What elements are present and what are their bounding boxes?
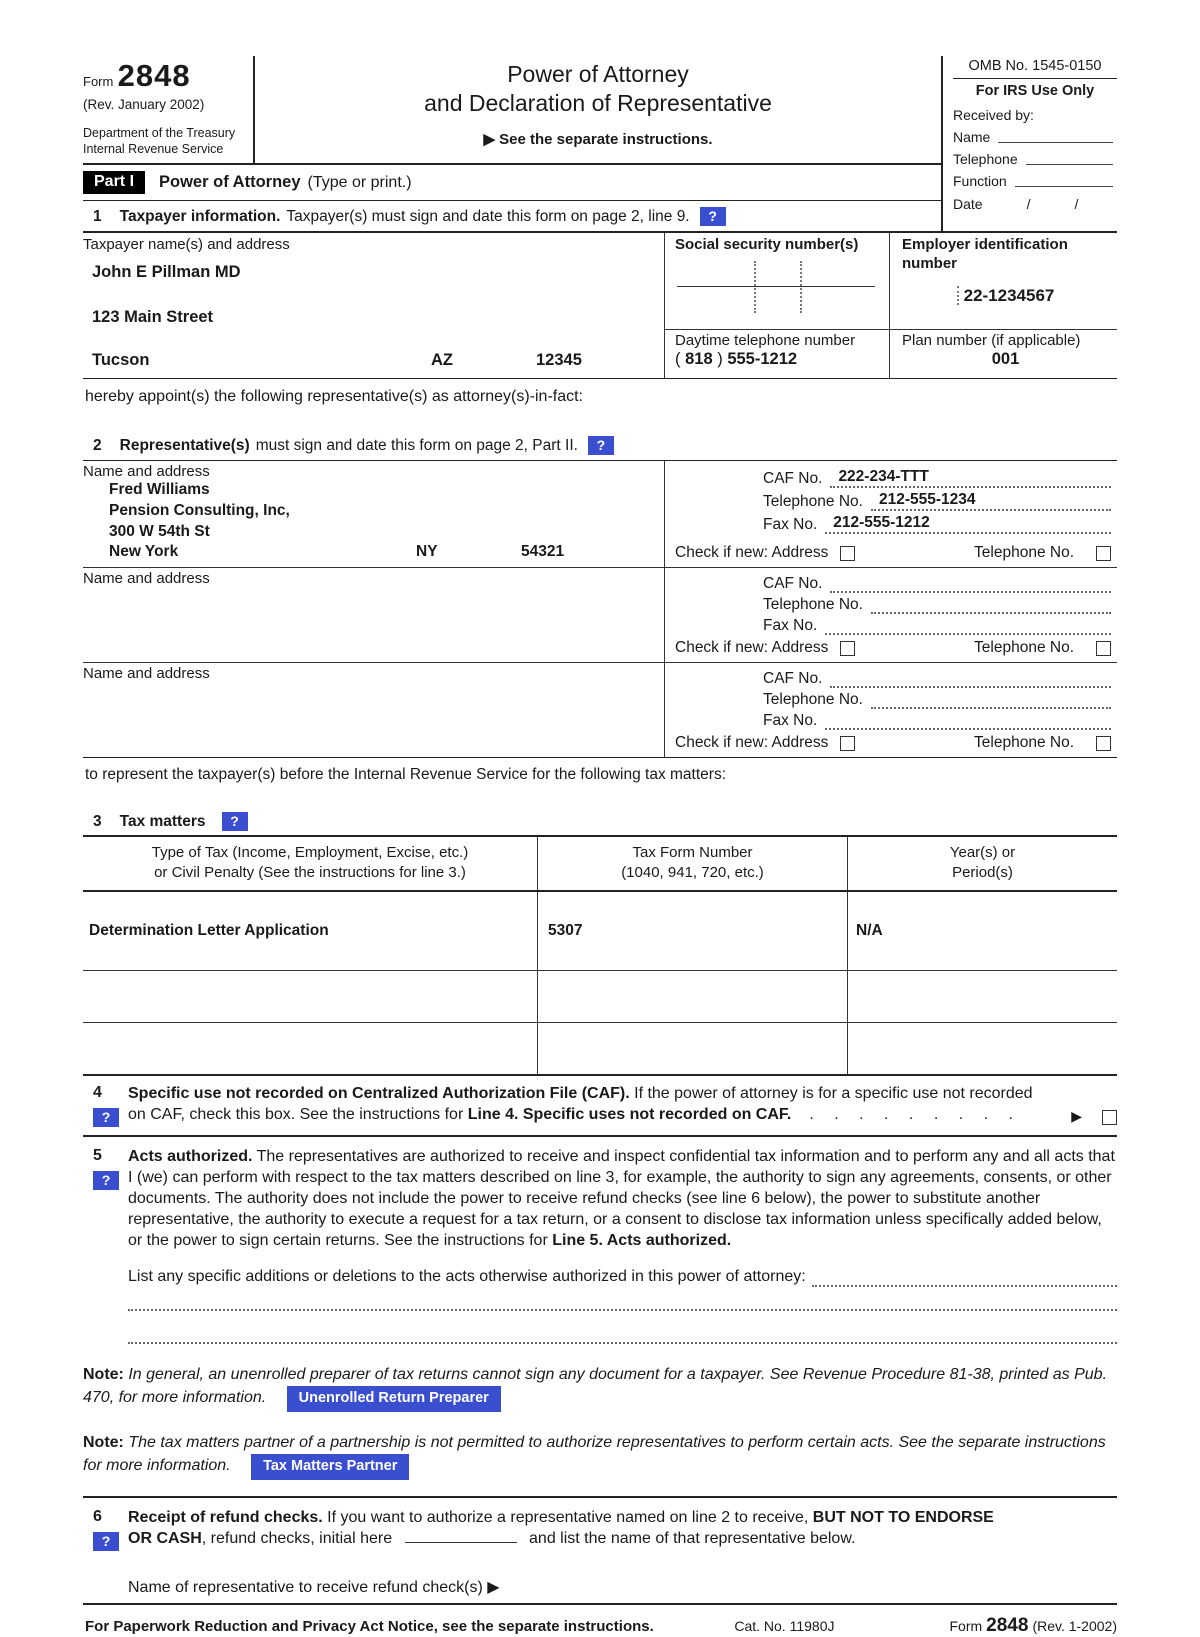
- rep2-name-address: [83, 568, 665, 662]
- line2-bold: Representative(s): [119, 436, 250, 454]
- rep3-check-row: [675, 730, 1111, 752]
- line5-text1: The representatives are authorized to receive and inspect confidential tax information and to perform any and all acts that I (we) can perform with respect to the tax matters described on line 3, for example, the authority to sign any agreements, consents, or other documents. The authority does not include the power to receive refund checks (see line 6 below), the power to substitute another representative, the authority to execute a request for a tax return, or a consent to disclose tax information unless specifically added below, or the power to sign certain returns. See the instructions for: [128, 1148, 1115, 1250]
- daytime-phone-label: Daytime telephone number: [675, 332, 856, 350]
- phone-area-code: 818: [685, 350, 713, 369]
- tax-row1-type: Determination Letter Application: [83, 892, 538, 970]
- rep3-caf-field[interactable]: [830, 670, 1111, 688]
- tax-header-type: [83, 837, 538, 890]
- taxpayer-label: Taxpayer name(s) and address: [83, 236, 290, 254]
- taxpayer-table: [83, 231, 1117, 379]
- note2-text: The tax matters partner of a partnership is not permitted to authorize representatives to perform certain acts. See the separate instructions for more information.: [83, 1433, 1106, 1475]
- unenrolled-return-preparer-button[interactable]: Unenrolled Return Preparer: [287, 1386, 501, 1412]
- rep2-contact: [665, 568, 1117, 662]
- initial-here-field[interactable]: [405, 1529, 517, 1543]
- rep2-new-address-checkbox[interactable]: [840, 641, 855, 656]
- line6-row2: [128, 1528, 1117, 1549]
- form-title-line2: and Declaration of Representative: [424, 89, 772, 116]
- rep3-contact: [665, 663, 1117, 757]
- part1-hint: (Type or print.): [307, 173, 412, 191]
- line4-arrow-icon: ▶: [1071, 1107, 1082, 1124]
- rep2-telephone-label: Telephone No.: [763, 596, 863, 614]
- rep3-telephone-field[interactable]: [871, 691, 1111, 709]
- line4-row1: [128, 1083, 1117, 1104]
- note1-label: Note:: [83, 1365, 124, 1383]
- tax-table-row-1: [83, 892, 1117, 970]
- line4-specific-use-checkbox[interactable]: [1102, 1110, 1117, 1125]
- irs-use-only-label: For IRS Use Only: [975, 83, 1095, 99]
- rep2-telephone2-label: Telephone No.: [974, 639, 1074, 657]
- rep3-name-address: [83, 663, 665, 757]
- line3-bold: Tax matters: [119, 812, 206, 830]
- header-row: [83, 56, 941, 165]
- line3-help-badge[interactable]: ?: [222, 812, 248, 831]
- plan-number-label: Plan number (if applicable): [902, 332, 1081, 350]
- rep1-telephone2-label: Telephone No.: [974, 544, 1074, 562]
- line6-bold2: BUT NOT TO ENDORSE: [812, 1509, 994, 1527]
- footer-form-label: Form: [949, 1618, 983, 1635]
- footer-form-id: [949, 1615, 1117, 1637]
- rep1-name-address-label: Name and address: [83, 463, 210, 481]
- rep1-fax-label: Fax No.: [763, 516, 818, 534]
- tax-row3-form[interactable]: [538, 1023, 848, 1074]
- line5-block: [83, 1137, 1117, 1287]
- rep1-fax-field[interactable]: 212-555-1212: [825, 514, 1111, 534]
- date-slash-2: /: [1074, 196, 1079, 212]
- rep1-name: Fred Williams: [109, 481, 210, 499]
- rep1-state: NY: [416, 543, 438, 561]
- note-tax-matters-partner: [83, 1431, 1117, 1480]
- rep1-caf-field[interactable]: 222-234-TTT: [830, 468, 1111, 488]
- plan-number-cell: [890, 330, 1117, 378]
- rep1-city-row: [83, 543, 656, 561]
- line5-content: [128, 1146, 1117, 1287]
- footer-form-number: 2848: [986, 1615, 1029, 1637]
- representative-block-3: [83, 662, 1117, 757]
- line5-paragraph: [128, 1146, 1117, 1252]
- ein-value: 22-1234567: [957, 286, 1055, 305]
- representative-block-2: [83, 567, 1117, 662]
- line4-block: [83, 1076, 1117, 1137]
- daytime-phone-value: [675, 350, 883, 369]
- ssn-label: Social security number(s): [675, 236, 859, 254]
- line1-bold: Taxpayer information.: [119, 207, 281, 225]
- line6-text2: , refund checks, initial here: [201, 1530, 393, 1548]
- line6-text1: If you want to authorize a representative named on line 2 to receive,: [327, 1509, 809, 1527]
- rep2-check-row: [675, 635, 1111, 657]
- rep1-fax-row: [675, 514, 1111, 534]
- top-left: [83, 56, 941, 231]
- line5-help-badge[interactable]: ?: [93, 1171, 119, 1190]
- received-function-row: [953, 173, 1117, 189]
- title-block: [255, 56, 941, 163]
- line3-number: 3: [93, 812, 102, 830]
- rep2-name-address-label: Name and address: [83, 570, 210, 588]
- footer-form-revision: (Rev. 1-2002): [1032, 1618, 1117, 1635]
- rep1-street: 300 W 54th St: [109, 523, 210, 541]
- received-by-label: Received by:: [953, 107, 1034, 123]
- line4-gutter: [83, 1083, 128, 1127]
- top-section: [83, 56, 1117, 231]
- received-name-row: [953, 129, 1117, 145]
- ssn-dotted-separator-2: [800, 261, 802, 313]
- rep3-caf-row: [675, 670, 1111, 688]
- form-number: 2848: [117, 58, 191, 93]
- line6-block: [83, 1496, 1117, 1551]
- rep2-telephone-field[interactable]: [871, 596, 1111, 614]
- tax-row3-type[interactable]: [83, 1023, 538, 1074]
- received-telephone-row: [953, 151, 1117, 167]
- line4-text1: If the power of attorney is for a specific use not recorded: [634, 1085, 1033, 1103]
- rep3-telephone2-label: Telephone No.: [974, 734, 1074, 752]
- rep1-caf-label: CAF No.: [763, 470, 823, 488]
- rep3-caf-label: CAF No.: [763, 670, 823, 688]
- line6-number: 6: [93, 1508, 102, 1526]
- rep1-new-telephone-checkbox[interactable]: [1096, 546, 1111, 561]
- line4-text2: on CAF, check this box. See the instructions for: [128, 1106, 464, 1124]
- line6-bold3: OR CASH: [128, 1530, 202, 1548]
- line4-bold2: Line 4. Specific uses not recorded on CAF.: [467, 1106, 792, 1124]
- rep2-caf-field[interactable]: [830, 575, 1111, 593]
- rep3-telephone-label: Telephone No.: [763, 691, 863, 709]
- line1-heading: [83, 201, 941, 231]
- line6-text3: and list the name of that representative below.: [529, 1530, 856, 1548]
- received-function-label: Function: [953, 173, 1007, 189]
- note1-text: In general, an unenrolled preparer of tax returns cannot sign any document for a taxpayer. See Revenue Procedure 81-38, printed as Pub. 470, for more information.: [83, 1365, 1108, 1406]
- paperwork-notice: For Paperwork Reduction and Privacy Act Notice, see the separate instructions.: [85, 1618, 654, 1636]
- irs-use-only-box: [941, 56, 1117, 231]
- line5-list-text: List any specific additions or deletions to the acts otherwise authorized in this power of attorney:: [128, 1267, 806, 1285]
- line1-help-badge[interactable]: ?: [700, 207, 726, 226]
- line6-bold1: Receipt of refund checks.: [128, 1509, 323, 1527]
- plan-number-value: 001: [991, 350, 1020, 369]
- tax-row3-period[interactable]: [848, 1023, 1117, 1074]
- taxpayer-name-address-cell: [83, 233, 665, 378]
- line4-content: [128, 1083, 1117, 1127]
- rep1-caf-row: [675, 468, 1111, 488]
- form-label: Form: [83, 74, 114, 89]
- refund-representative-name-label: Name of representative to receive refund check(s) ▶: [83, 1551, 1117, 1605]
- rep1-company: Pension Consulting, Inc,: [109, 502, 290, 520]
- taxpayer-city-row: [83, 351, 656, 370]
- line2-text: must sign and date this form on page 2, Part II.: [255, 436, 578, 454]
- line6-row1: [128, 1507, 1117, 1528]
- form-revision: (Rev. January 2002): [83, 97, 205, 112]
- rep3-fax-field[interactable]: [825, 712, 1111, 730]
- note2-label: Note:: [83, 1433, 124, 1451]
- line5-list-line: [128, 1266, 1117, 1287]
- taxpayer-right-top: [665, 233, 1117, 330]
- ssn-field[interactable]: [675, 257, 883, 319]
- tax-row1-period: N/A: [856, 922, 883, 940]
- note-unenrolled-preparer: [83, 1363, 1117, 1412]
- line2-number: 2: [93, 436, 102, 454]
- line5-bold1: Acts authorized.: [128, 1148, 253, 1166]
- rep3-telephone-row: [675, 691, 1111, 709]
- line2-help-badge[interactable]: ?: [588, 436, 614, 455]
- rep2-new-telephone-checkbox[interactable]: [1096, 641, 1111, 656]
- line6-gutter: [83, 1507, 128, 1551]
- rep1-check-row: [675, 540, 1111, 562]
- ssn-write-line: [677, 286, 875, 287]
- phone-paren-close: ): [717, 350, 723, 369]
- represent-text: to represent the taxpayer(s) before the Internal Revenue Service for the following tax matters:: [83, 757, 1117, 784]
- received-date-label: Date: [953, 196, 983, 212]
- line4-row2: [128, 1104, 1117, 1125]
- ein-cell: [890, 233, 1117, 329]
- ssn-dotted-separator-1: [754, 261, 756, 313]
- rep1-telephone-field[interactable]: 212-555-1234: [871, 491, 1111, 511]
- tax-table-header: [83, 837, 1117, 892]
- tax-table-row-2: [83, 970, 1117, 1022]
- rep1-telephone-row: [675, 491, 1111, 511]
- rep1-new-address-checkbox[interactable]: [840, 546, 855, 561]
- rep2-fax-field[interactable]: [825, 617, 1111, 635]
- received-date-row: [953, 196, 1117, 212]
- rep1-contact: [665, 461, 1117, 567]
- tax-matters-partner-button[interactable]: Tax Matters Partner: [251, 1454, 409, 1480]
- received-name-label: Name: [953, 129, 991, 145]
- rep1-zip: 54321: [521, 543, 565, 561]
- rep2-caf-label: CAF No.: [763, 575, 823, 593]
- line4-dot-leaders: . . . . . . . . .: [809, 1106, 1021, 1124]
- acts-writein-line-1[interactable]: [128, 1287, 1117, 1311]
- rep3-fax-label: Fax No.: [763, 712, 818, 730]
- rep1-city: New York: [109, 543, 179, 561]
- received-function-field[interactable]: [1015, 175, 1113, 187]
- line2-heading: [83, 430, 1117, 461]
- phone-number: 555-1212: [727, 350, 798, 369]
- ein-label: Employer identification number: [902, 236, 1068, 272]
- part1-title: Power of Attorney: [159, 173, 301, 192]
- omb-number: OMB No. 1545-0150: [953, 58, 1117, 79]
- taxpayer-street: 123 Main Street: [92, 308, 214, 327]
- form-title-line1: Power of Attorney: [507, 61, 689, 87]
- rep1-name-address: [83, 461, 665, 567]
- tax-header-period-line2: Period(s): [952, 863, 1013, 881]
- tax-matters-table: [83, 835, 1117, 1076]
- phone-paren-open: (: [675, 350, 681, 369]
- tax-row2-type[interactable]: [83, 971, 538, 1022]
- form-id-block: [83, 56, 255, 163]
- date-slash-1: /: [1026, 196, 1031, 212]
- rep2-telephone-row: [675, 596, 1111, 614]
- rep3-fax-row: [675, 712, 1111, 730]
- line6-help-badge[interactable]: ?: [93, 1532, 119, 1551]
- tax-row2-form[interactable]: [538, 971, 848, 1022]
- line5-gutter: [83, 1146, 128, 1287]
- ein-value-row: [902, 286, 1109, 306]
- tax-header-period: [848, 837, 1117, 890]
- rep2-fax-label: Fax No.: [763, 617, 818, 635]
- taxpayer-state: AZ: [431, 351, 453, 370]
- line4-help-badge[interactable]: ?: [93, 1108, 119, 1127]
- tax-header-form: [538, 837, 848, 890]
- line5-bold2: Line 5. Acts authorized.: [552, 1232, 732, 1250]
- line4-bold1: Specific use not recorded on Centralized Authorization File (CAF).: [128, 1085, 630, 1103]
- tax-header-type-line2: or Civil Penalty (See the instructions for line 3.): [154, 863, 466, 881]
- taxpayer-name: John E Pillman MD: [92, 263, 241, 282]
- taxpayer-right-cells: [665, 233, 1117, 378]
- tax-header-type-line1: Type of Tax (Income, Employment, Excise, etc.): [151, 844, 469, 862]
- rep2-check-if-new-label: Check if new: Address: [675, 639, 829, 657]
- see-instructions: ▶ See the separate instructions.: [483, 130, 713, 148]
- line5-list-dot-leader[interactable]: [812, 1271, 1117, 1287]
- rep1-check-if-new-label: Check if new: Address: [675, 544, 829, 562]
- part1-header: [83, 165, 941, 201]
- line1-text: Taxpayer(s) must sign and date this form on page 2, line 9.: [286, 207, 690, 225]
- catalog-number: Cat. No. 11980J: [734, 1618, 835, 1635]
- ssn-cell: [665, 233, 890, 329]
- department-line2: Internal Revenue Service: [83, 141, 224, 156]
- line4-number: 4: [93, 1084, 102, 1102]
- rep3-new-telephone-checkbox[interactable]: [1096, 736, 1111, 751]
- representative-block-1: [83, 461, 1117, 567]
- tax-header-form-line2: (1040, 941, 720, etc.): [621, 863, 764, 881]
- department-line1: Department of the Treasury: [83, 126, 236, 140]
- line5-number: 5: [93, 1147, 102, 1165]
- taxpayer-right-bottom: [665, 330, 1117, 378]
- rep3-new-address-checkbox[interactable]: [840, 736, 855, 751]
- line6-content: [128, 1507, 1117, 1551]
- tax-header-form-line1: Tax Form Number: [632, 844, 753, 862]
- taxpayer-city: Tucson: [92, 351, 150, 370]
- rep3-check-if-new-label: Check if new: Address: [675, 734, 829, 752]
- received-telephone-label: Telephone: [953, 151, 1018, 167]
- rep2-caf-row: [675, 575, 1111, 593]
- received-telephone-field[interactable]: [1026, 153, 1113, 165]
- rep2-fax-row: [675, 617, 1111, 635]
- rep1-telephone-label: Telephone No.: [763, 493, 863, 511]
- page-footer: [83, 1605, 1117, 1637]
- tax-table-row-3: [83, 1022, 1117, 1074]
- line1-number: 1: [93, 207, 102, 225]
- appoint-text: hereby appoint(s) the following representative(s) as attorney(s)-in-fact:: [85, 388, 583, 406]
- tax-row2-period[interactable]: [848, 971, 1117, 1022]
- tax-row1-form: 5307: [538, 892, 848, 970]
- tax-header-period-line1: Year(s) or: [949, 844, 1016, 862]
- received-name-field[interactable]: [998, 131, 1113, 143]
- department-block: [83, 126, 243, 157]
- form-title: [255, 60, 941, 118]
- acts-writein-line-2[interactable]: [128, 1320, 1117, 1344]
- part1-chip: Part I: [83, 171, 145, 194]
- daytime-phone-cell: [665, 330, 890, 378]
- taxpayer-zip: 12345: [536, 351, 582, 370]
- rep3-name-address-label: Name and address: [83, 665, 210, 683]
- line3-heading: [83, 806, 1117, 835]
